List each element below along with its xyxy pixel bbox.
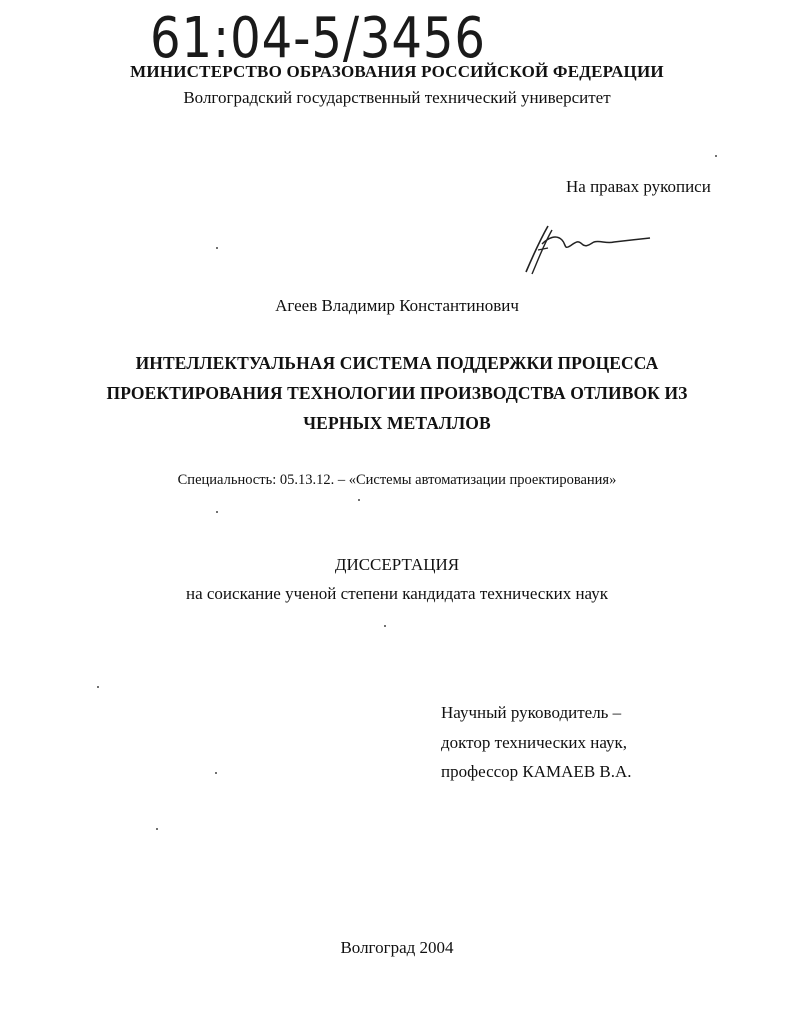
- advisor-line: доктор технических наук,: [441, 733, 628, 752]
- scan-speck: [216, 511, 218, 513]
- document-type: ДИССЕРТАЦИЯ: [334, 555, 460, 574]
- dissertation-title-line: ПРОЕКТИРОВАНИЯ ТЕХНОЛОГИИ ПРОИЗВОДСТВА ОТЛИВОК ИЗ: [106, 383, 688, 403]
- scan-speck: [715, 155, 717, 157]
- scan-speck: [215, 772, 217, 774]
- scan-speck: [384, 625, 386, 627]
- scan-speck: [216, 247, 218, 249]
- scan-speck: [97, 686, 99, 688]
- university-name: Волгоградский государственный технический университет: [183, 88, 611, 107]
- rights-note: На правах рукописи: [566, 177, 711, 196]
- advisor-line: профессор КАМАЕВ В.А.: [441, 762, 632, 781]
- scan-speck: [358, 499, 360, 501]
- dissertation-title-line: ИНТЕЛЛЕКТУАЛЬНАЯ СИСТЕМА ПОДДЕРЖКИ ПРОЦЕССА: [135, 353, 659, 373]
- scan-speck: [156, 828, 158, 830]
- specialty-line: Специальность: 05.13.12. – «Системы автоматизации проектирования»: [177, 472, 617, 488]
- advisor-line: Научный руководитель –: [441, 703, 622, 722]
- catalog-number-handwritten: 61:04-5/3456: [150, 6, 486, 71]
- dissertation-title-line: ЧЕРНЫХ МЕТАЛЛОВ: [303, 413, 491, 433]
- degree-line: на соискание ученой степени кандидата технических наук: [185, 584, 608, 603]
- ministry-heading: МИНИСТЕРСТВО ОБРАЗОВАНИЯ РОССИЙСКОЙ ФЕДЕРАЦИИ: [130, 62, 664, 81]
- signature-icon: [518, 210, 658, 280]
- author-name: Агеев Владимир Константинович: [275, 296, 519, 315]
- city-year: Волгоград 2004: [340, 938, 454, 957]
